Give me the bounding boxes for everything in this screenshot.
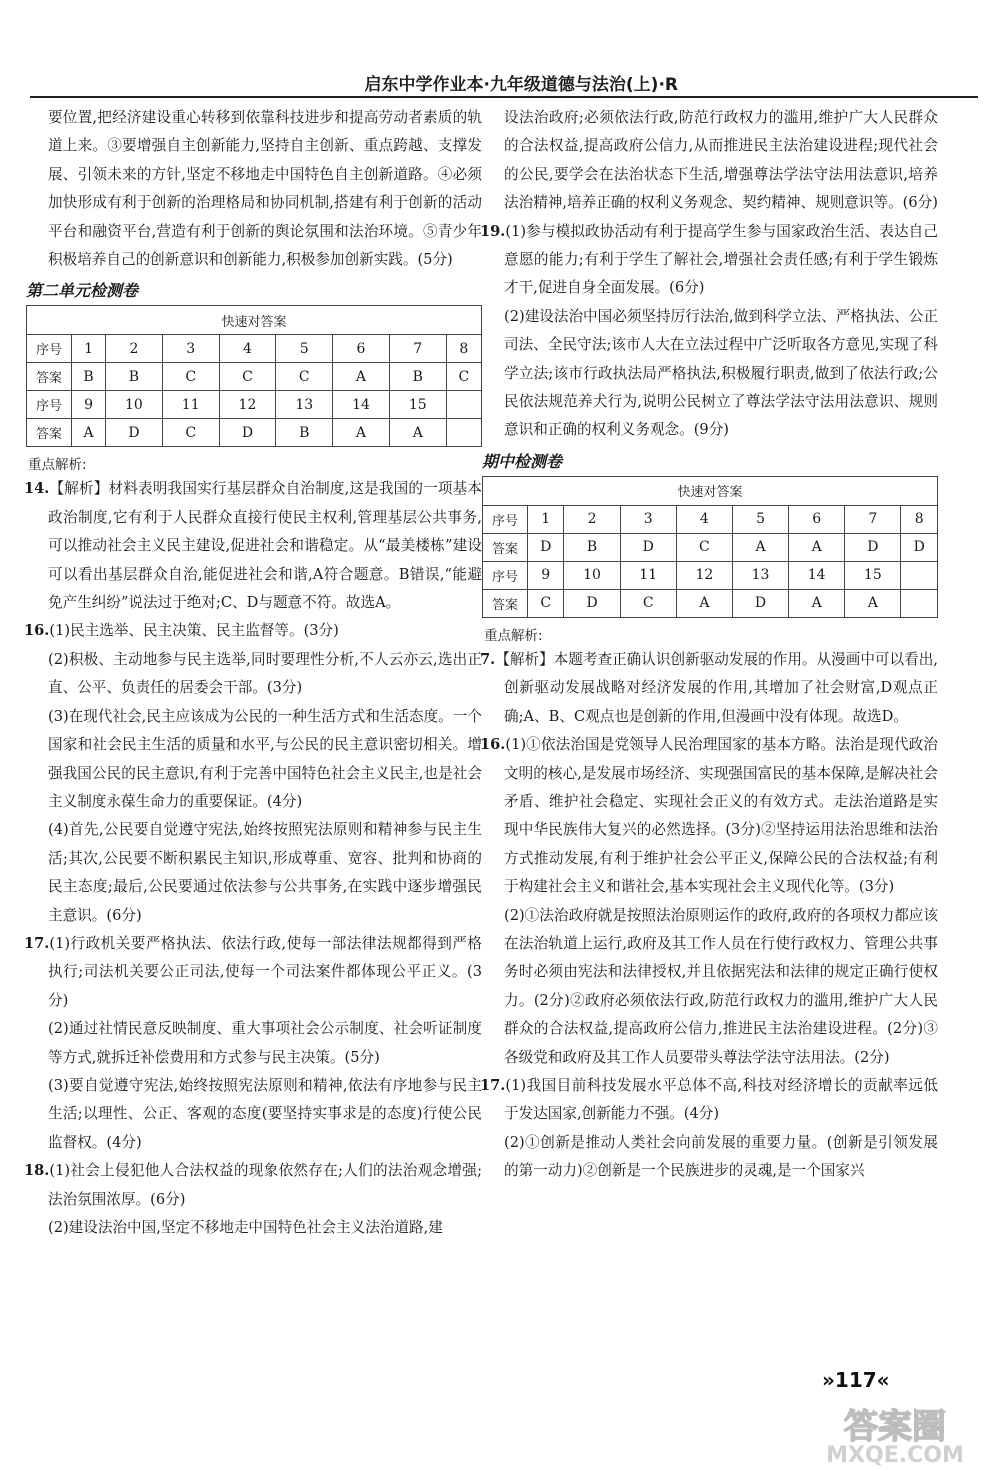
right-top-paragraph: 设法治政府;必须依法行政,防范行政权力的滥用,维护广大人民群众的合法权益,提高政府公信力,从而推进民主法治建设进程;现代社会的公民,要学会在法治状态下生活,增强尊法学法守法用法意识,培养法治精神,培养正确的权利义务观念、契约精神、规则意识等。(6分) [504, 109, 938, 212]
question-number: 16. [480, 736, 506, 754]
cell: 11 [620, 561, 676, 589]
cell: D [845, 533, 901, 561]
cell: A [333, 419, 390, 447]
cell: 11 [162, 391, 219, 419]
cell: 5 [732, 505, 788, 533]
cell: C [446, 363, 481, 391]
row-label: 答案 [27, 419, 72, 447]
q17-p1-text: (1)我国目前科技发展水平总体不高,科技对经济增长的贡献率远低于发达国家,创新能力不强。(4分) [504, 1076, 938, 1123]
question-number: 17. [24, 934, 50, 952]
cell: D [732, 589, 788, 617]
cell: A [789, 589, 845, 617]
watermark-url: MXQE.COM [826, 1443, 964, 1466]
page-number-value: 117 [834, 1368, 877, 1392]
row-label: 序号 [483, 561, 528, 589]
q16-p1-text: (1)①依法治国是党领导人民治理国家的基本方略。法治是现代政治文明的核心,是发展市场经济、实现强国富民的基本保障,是解决社会矛盾、维护社会稳定、实现社会正义的有效方式。走法治道路是实现中华民族伟大复兴的必然选择。(3分)②坚持运用法治思维和法治方式推动发展,有利于维护社会公平正义,保障公民的合法权益;有利于构建社会主义和谐社会,基本实现社会主义现代化等。(3分) [504, 736, 938, 896]
row-label: 答案 [483, 533, 528, 561]
watermark-logo [800, 1400, 990, 1466]
cell: D [106, 419, 163, 447]
q16-p1-text: (1)民主选举、民主决策、民主监督等。(3分) [49, 622, 339, 640]
cell: A [789, 533, 845, 561]
cell: C [620, 589, 676, 617]
cell: A [845, 589, 901, 617]
table-row [483, 533, 938, 561]
cell: 1 [72, 335, 106, 363]
cell: 12 [219, 391, 276, 419]
table-caption: 快速对答案 [483, 476, 938, 505]
q14-text: 【解析】材料表明我国实行基层群众自治制度,这是我国的一项基本政治制度,它有利于人民群众直接行使民主权利,管理基层公共事务,可以推动社会主义民主建设,促进社会和谐稳定。从“最美楼栋”建设可以看出基层群众自治,能促进社会和谐,A符合题意。B错误,“能避免产生纠纷”说法过于绝对;C、D与题意不符。故选A。 [48, 480, 482, 612]
cell: 10 [106, 391, 163, 419]
question-number: 19. [480, 222, 506, 240]
table-row [483, 505, 938, 533]
left-q16-p2: (2)积极、主动地参与民主选举,同时要理性分析,不人云亦云,选出正直、公平、负责任的居委会干部。(3分) [48, 650, 482, 697]
cell: D [564, 589, 620, 617]
cell: A [72, 419, 106, 447]
cell: 2 [106, 335, 163, 363]
left-column [24, 104, 482, 1242]
row-label: 序号 [27, 335, 72, 363]
analysis-label: 重点解析: [28, 457, 87, 474]
cell: 9 [72, 391, 106, 419]
row-label: 序号 [27, 391, 72, 419]
table-row [27, 391, 482, 419]
page-header [30, 76, 978, 98]
cell: D [528, 533, 564, 561]
cell: 4 [676, 505, 732, 533]
cell: 5 [276, 335, 333, 363]
cell: C [528, 589, 564, 617]
cell: A [676, 589, 732, 617]
cell [901, 589, 938, 617]
cell: 8 [901, 505, 938, 533]
table-row [27, 335, 482, 363]
cell: D [620, 533, 676, 561]
q17-p1-text: (1)行政机关要严格执法、依法行政,使每一部法律法规都得到严格执行;司法机关要公正司法,使每一个司法案件都体现公平正义。(3分) [48, 934, 482, 1009]
left-q16-p4: (4)首先,公民要自觉遵守宪法,始终按照宪法原则和精神参与民主生活;其次,公民要不断积累民主知识,形成尊重、宽容、批判和协商的民主态度;最后,公民要通过依法参与公共事务,在实践中逐步增强民主意识。(6分) [48, 821, 482, 924]
row-label: 答案 [27, 363, 72, 391]
cell: 13 [732, 561, 788, 589]
cell: A [732, 533, 788, 561]
cell: 13 [276, 391, 333, 419]
left-q17-p2: (2)通过社情民意反映制度、重大事项社会公示制度、社会听证制度等方式,就拆迁补偿费用和方式参与民主决策。(5分) [48, 1020, 482, 1066]
question-number: 7. [480, 650, 496, 668]
question-number: 17. [480, 1076, 506, 1094]
right-column [480, 104, 938, 1186]
left-top-paragraph: 要位置,把经济建设重心转移到依靠科技进步和提高劳动者素质的轨道上来。③要增强自主创新能力,坚持自主创新、重点跨越、支撑发展、引领未来的方针,坚定不移地走中国特色自主创新道路。④必须加快形成有利于创新的治理格局和协同机制,搭建有利于创新的活动平台和融资平台,营造有利于创新的舆论氛围和法治环境。⑤青少年积极培养自己的创新意识和创新能力,积极参加创新实践。(5分) [48, 109, 482, 269]
header-title: 启东中学作业本·九年级道德与法治(上)·R [364, 75, 678, 95]
cell: C [162, 363, 219, 391]
cell: B [106, 363, 163, 391]
row-label: 序号 [483, 505, 528, 533]
cell: D [219, 419, 276, 447]
cell: C [162, 419, 219, 447]
cell: 8 [446, 335, 481, 363]
cell: D [901, 533, 938, 561]
table-row [27, 363, 482, 391]
cell: 15 [845, 561, 901, 589]
cell: 12 [676, 561, 732, 589]
cell: 10 [564, 561, 620, 589]
q19-p1-text: (1)参与模拟政协活动有利于提高学生参与国家政治生活、表达自己意愿的能力;有利于学生了解社会,增强社会责任感;有利于学生锻炼才干,促进自身全面发展。(6分) [504, 222, 938, 297]
cell: B [389, 363, 446, 391]
cell: C [676, 533, 732, 561]
left-q17-p1 [24, 930, 482, 1015]
left-q17-p3: (3)要自觉遵守宪法,始终按照宪法原则和精神,依法有序地参与民主生活;以理性、公正、客观的态度(要坚持实事求是的态度)行使公民监督权。(4分) [48, 1076, 482, 1151]
cell: 6 [333, 335, 390, 363]
cell: A [333, 363, 390, 391]
answer-table-midterm [482, 476, 938, 618]
cell [446, 391, 481, 419]
left-q16-p1 [24, 617, 482, 645]
cell: A [389, 419, 446, 447]
q18-p1-text: (1)社会上侵犯他人合法权益的现象依然存在;人们的法治观念增强;法治氛围浓厚。(6分) [48, 1162, 482, 1208]
section-title-unit2: 第二单元检测卷 [26, 281, 139, 301]
cell: 3 [162, 335, 219, 363]
right-q19-p2: (2)建设法治中国必须坚持厉行法治,做到科学立法、严格执法、公正司法、全民守法;该市人大在立法过程中广泛听取各方意见,实现了科学立法;该市行政执法局严格执法,积极履行职责,做到了依法行政;公民依法规范养犬行为,说明公民树立了尊法学法守法用法意识、规则意识和正确的权利义务观念。(9分) [504, 307, 938, 439]
cell: 7 [845, 505, 901, 533]
watermark-main: 答案圈 [844, 1407, 946, 1447]
cell: B [72, 363, 106, 391]
left-q14 [24, 475, 482, 617]
left-q18-p1 [24, 1157, 482, 1214]
right-q16-p1 [480, 731, 938, 901]
right-q16-p2: (2)①法治政府就是按照法治原则运作的政府,政府的各项权力都应该在法治轨道上运行,政府及其工作人员在行使行政权力、管理公共事务时必须由宪法和法律授权,并且依据宪法和法律的规定正确行使权力。(2分)②政府必须依法行政,防范行政权力的滥用,维护广大人民群众的合法权益,提高政府公信力,推进民主法治建设进程。(2分)③各级党和政府及其工作人员要带头尊法学法守法用法。(2分) [504, 906, 938, 1066]
table-row [27, 419, 482, 447]
table-row [483, 561, 938, 589]
table-caption: 快速对答案 [27, 306, 482, 335]
cell: 15 [389, 391, 446, 419]
section-title-midterm: 期中检测卷 [482, 451, 563, 471]
row-label: 答案 [483, 589, 528, 617]
cell: C [276, 363, 333, 391]
question-number: 14. [24, 480, 50, 498]
cell: 14 [789, 561, 845, 589]
cell: B [564, 533, 620, 561]
cell: 7 [389, 335, 446, 363]
table-row [483, 589, 938, 617]
answer-table-unit2 [26, 305, 482, 447]
cell [901, 561, 938, 589]
cell: 14 [333, 391, 390, 419]
question-number: 16. [24, 622, 50, 640]
right-q7 [480, 646, 938, 731]
analysis-label: 重点解析: [484, 627, 543, 644]
right-q17-p1 [480, 1072, 938, 1129]
cell: C [219, 363, 276, 391]
cell [446, 419, 481, 447]
cell: 3 [620, 505, 676, 533]
cell: 9 [528, 561, 564, 589]
q7-text: 【解析】本题考查正确认识创新驱动发展的作用。从漫画中可以看出,创新驱动发展战略对经济发展的作用,其增加了社会财富,D观点正确;A、B、C观点也是创新的作用,但漫画中没有体现。故选D。 [495, 650, 938, 725]
cell: 4 [219, 335, 276, 363]
left-q16-p3: (3)在现代社会,民主应该成为公民的一种生活方式和生活态度。一个国家和社会民主生活的质量和水平,与公民的民主意识密切相关。增强我国公民的民主意识,有利于完善中国特色社会主义民主,也是社会主义制度永葆生命力的重要保证。(4分) [48, 707, 482, 810]
cell: 2 [564, 505, 620, 533]
right-q19-p1 [480, 218, 938, 303]
cell: 6 [789, 505, 845, 533]
right-q17-p2: (2)①创新是推动人类社会向前发展的重要力量。(创新是引领发展的第一动力)②创新是一个民族进步的灵魂,是一个国家兴 [504, 1133, 938, 1180]
left-q18-p2: (2)建设法治中国,坚定不移地走中国特色社会主义法治道路,建 [48, 1219, 443, 1236]
question-number: 18. [24, 1162, 50, 1180]
cell: 1 [528, 505, 564, 533]
page-number: »117« [822, 1368, 890, 1392]
cell: B [276, 419, 333, 447]
